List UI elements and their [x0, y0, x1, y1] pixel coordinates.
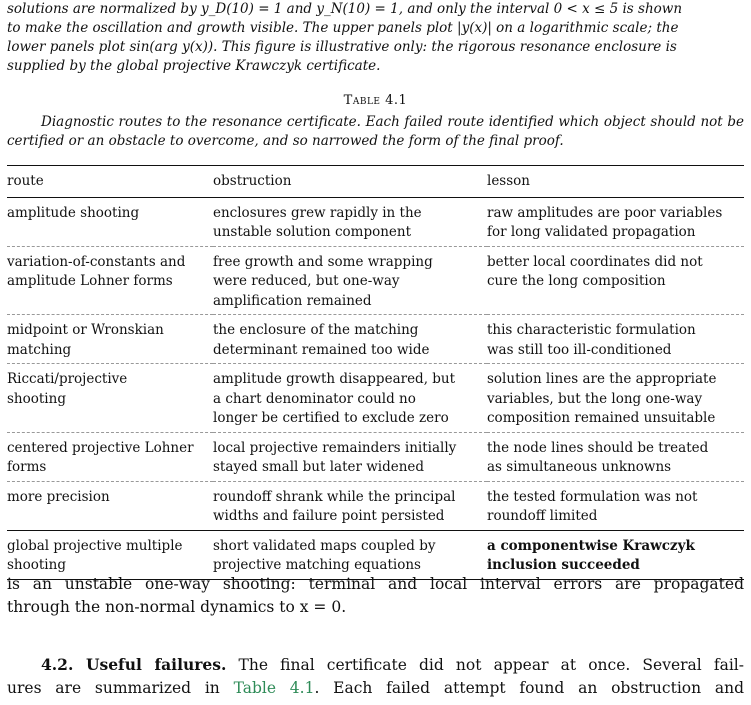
table-row: [7, 481, 744, 530]
cell-line: solution lines are the appropriate: [487, 371, 717, 387]
cell-line: roundoff limited: [487, 508, 598, 524]
table-reference-link[interactable]: Table 4.1: [233, 679, 315, 697]
cell-line: better local coordinates did not: [487, 253, 703, 270]
cell-line: the enclosure of the matching: [213, 322, 419, 338]
cell-line: more precision: [7, 488, 110, 505]
body-paragraph: [7, 573, 744, 619]
cell-lesson: [487, 481, 744, 530]
table-row: [7, 197, 744, 246]
table-row: [7, 246, 744, 315]
table-row: [7, 315, 744, 364]
cell-line: for long validated propagation: [487, 224, 696, 240]
cell-line: widths and failure point persisted: [213, 508, 445, 524]
cell-line: shooting: [7, 557, 66, 573]
cell-line: the node lines should be treated: [487, 439, 709, 456]
section-line: [7, 653, 744, 677]
cell-line: variation-of-constants and: [7, 253, 186, 270]
table-row: [7, 432, 744, 481]
cell-line: enclosures grew rapidly in the: [213, 204, 422, 221]
header-route: route: [7, 173, 44, 189]
cell-line: was still too ill-conditioned: [487, 341, 672, 358]
cell-line: global projective multiple: [7, 537, 183, 554]
section-text: The final certificate did not appear at once. Several fail-: [238, 656, 744, 674]
section-paragraph: [7, 653, 744, 700]
cell-line: the tested formulation was not: [487, 488, 698, 505]
cell-route: [7, 315, 213, 364]
figure-caption-line: to make the oscillation and growth visible. The upper panels plot |y(x)| on a logarithmic scale; the: [7, 20, 679, 36]
figure-caption-line: solutions are normalized by y_D(10) = 1 and y_N(10) = 1, and only the interval 0 < x ≤ 5 is shown: [7, 1, 683, 17]
cell-line: free growth and some wrapping: [213, 253, 433, 270]
section-text: ures are summarized in: [7, 679, 220, 697]
cell-line: forms: [7, 459, 47, 475]
cell-line: amplitude shooting: [7, 204, 140, 221]
figure-caption-line: supplied by the global projective Krawczyk certificate.: [7, 58, 381, 74]
header-lesson: lesson: [487, 173, 530, 189]
cell-line: amplitude Lohner forms: [7, 273, 173, 289]
cell-lesson: [487, 197, 744, 246]
cell-line: determinant remained too wide: [213, 341, 430, 358]
cell-line: projective matching equations: [213, 557, 421, 573]
cell-route: [7, 197, 213, 246]
table-row: [7, 364, 744, 433]
cell-line: raw amplitudes are poor variables: [487, 204, 723, 221]
section-heading: 4.2. Useful failures.: [41, 655, 227, 674]
cell-line: cure the long composition: [487, 273, 666, 289]
cell-obstruction: [213, 364, 487, 433]
cell-line: a componentwise Krawczyk: [487, 537, 695, 554]
table-header-row: [7, 166, 744, 198]
cell-lesson: [487, 364, 744, 433]
results-table: [7, 165, 744, 580]
cell-line: variables, but the long one-way: [487, 390, 703, 407]
body-line: through the non-normal dynamics to x = 0.: [7, 598, 347, 616]
cell-obstruction: [213, 481, 487, 530]
table-caption: [7, 113, 744, 151]
routes-table: [7, 165, 744, 580]
cell-line: shooting: [7, 390, 66, 407]
cell-obstruction: [213, 197, 487, 246]
cell-line: roundoff shrank while the principal: [213, 488, 456, 505]
body-line: is an unstable one-way shooting: terminal and local interval errors are propagated: [7, 575, 744, 593]
header-obstruction: obstruction: [213, 173, 292, 189]
cell-line: midpoint or Wronskian: [7, 322, 164, 338]
cell-route: [7, 481, 213, 530]
cell-line: a chart denominator could no: [213, 390, 416, 407]
cell-line: composition remained unsuitable: [487, 410, 716, 426]
cell-line: centered projective Lohner: [7, 439, 194, 456]
cell-lesson: [487, 315, 744, 364]
cell-line: Riccati/projective: [7, 371, 128, 387]
figure-caption: [7, 0, 744, 76]
cell-line: as simultaneous unknowns: [487, 459, 672, 475]
cell-lesson: [487, 432, 744, 481]
cell-line: amplification remained: [213, 292, 372, 309]
cell-route: [7, 364, 213, 433]
cell-line: longer be certified to exclude zero: [213, 410, 449, 426]
cell-route: [7, 246, 213, 315]
cell-obstruction: [213, 246, 487, 315]
cell-line: stayed small but later widened: [213, 459, 425, 475]
table-row: [7, 530, 744, 579]
cell-route: [7, 432, 213, 481]
figure-caption-line: lower panels plot sin(arg y(x)). This figure is illustrative only: the rigorous resonance enclosure is: [7, 39, 677, 55]
cell-route: [7, 530, 213, 579]
cell-obstruction: [213, 315, 487, 364]
table-title: Table 4.1: [343, 93, 408, 108]
section-line: [7, 677, 744, 700]
cell-lesson: [487, 530, 744, 579]
cell-line: were reduced, but one-way: [213, 273, 400, 289]
cell-lesson: [487, 246, 744, 315]
table-caption-text: Diagnostic routes to the resonance certificate. Each failed route identified which object should not be certified or an obstacle to overcome, and so narrowed the form of the final proof.: [7, 114, 744, 149]
cell-line: this characteristic formulation: [487, 322, 696, 338]
cell-line: inclusion succeeded: [487, 557, 640, 573]
cell-line: matching: [7, 341, 72, 358]
section-text: . Each failed attempt found an obstruction and: [314, 679, 745, 697]
cell-obstruction: [213, 432, 487, 481]
cell-line: unstable solution component: [213, 224, 412, 240]
cell-line: short validated maps coupled by: [213, 537, 436, 554]
cell-obstruction: [213, 530, 487, 579]
cell-line: local projective remainders initially: [213, 439, 457, 456]
cell-line: amplitude growth disappeared, but: [213, 371, 456, 387]
